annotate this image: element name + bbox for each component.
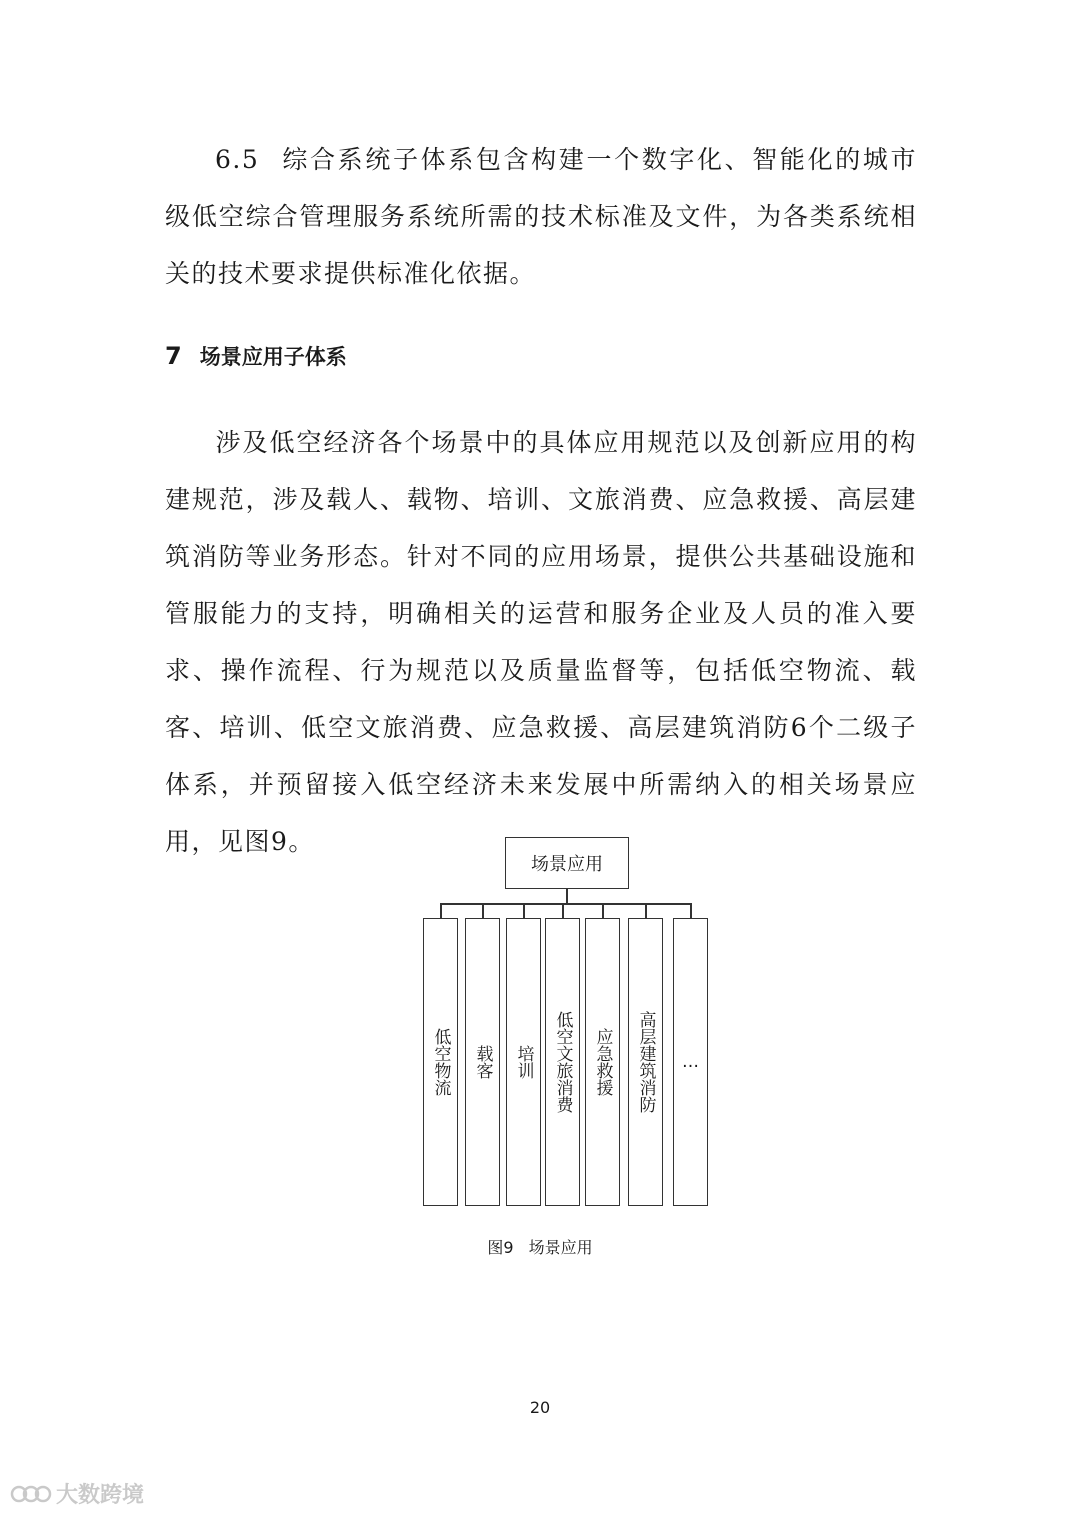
diagram-child-training: 培训 <box>506 918 541 1206</box>
child-connector <box>482 903 484 918</box>
watermark-logo-icon <box>10 1481 52 1507</box>
diagram-child-more: … <box>673 918 708 1206</box>
child-connector <box>440 903 442 918</box>
section-6-5-number: 6.5 <box>215 145 260 174</box>
watermark-text: 大数跨境 <box>56 1483 145 1508</box>
diagram-root-node: 场景应用 <box>505 837 629 889</box>
section-7-number: 7 <box>165 342 182 370</box>
section-7-paragraph <box>165 414 917 870</box>
horizontal-connector <box>440 903 691 905</box>
diagram-child-passenger: 载客 <box>465 918 500 1206</box>
section-7-text: 涉及低空经济各个场景中的具体应用规范以及创新应用的构建规范，涉及载人、载物、培训、文旅消费、应急救援、高层建筑消防等业务形态。针对不同的应用场景，提供公共基础设施和管服能力的支持，明确相关的运营和服务企业及人员的准入要求、操作流程、行为规范以及质量监督等，包括低空物流、载客、培训、低空文旅消费、应急救援、高层建筑消防6个二级子体系，并预留接入低空经济未来发展中所需纳入的相关场景应用，见图9。 <box>165 428 917 856</box>
diagram-child-tourism: 低空文旅消费 <box>545 918 580 1206</box>
section-6-5-text: 综合系统子体系包含构建一个数字化、智能化的城市级低空综合管理服务系统所需的技术标准及文件，为各类系统相关的技术要求提供标准化依据。 <box>165 145 917 288</box>
root-connector <box>566 889 568 904</box>
page-number: 20 <box>529 1398 551 1417</box>
section-6-5-paragraph <box>165 131 917 302</box>
child-connector <box>562 903 564 918</box>
child-connector <box>523 903 525 918</box>
figure-caption: 图9 场景应用 <box>487 1238 593 1257</box>
watermark <box>10 1478 144 1509</box>
diagram-child-logistics: 低空物流 <box>423 918 458 1206</box>
child-connector <box>602 903 604 918</box>
section-7-heading <box>165 338 347 375</box>
child-connector <box>645 903 647 918</box>
section-7-title: 场景应用子体系 <box>199 345 347 369</box>
diagram-child-firefighting: 高层建筑消防 <box>628 918 663 1206</box>
child-connector <box>690 903 692 918</box>
diagram-child-rescue: 应急救援 <box>585 918 620 1206</box>
